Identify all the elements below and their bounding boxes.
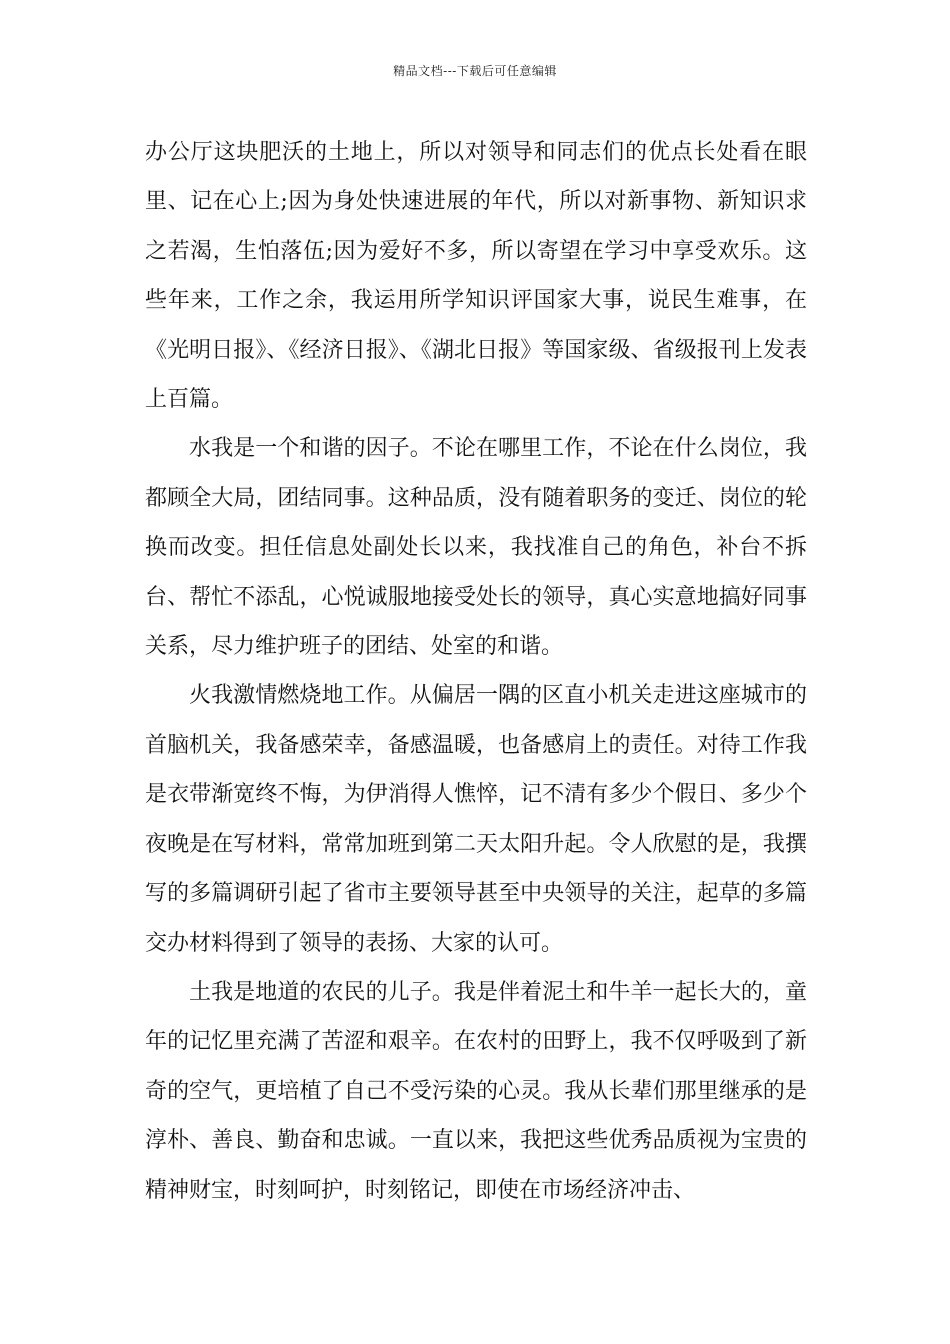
page-header: 精品文档---下载后可任意编辑 bbox=[393, 64, 557, 78]
paragraph-fire: 火我激情燃烧地工作。从偏居一隅的区直小机关走进这座城市的首脑机关，我备感荣幸，备感温暖，也备感肩上的责任。对待工作我是衣带渐宽终不悔，为伊消得人憔悴，记不清有多少个假日、多少个夜晚是在写材料，常常加班到第二天太阳升起。令人欣慰的是，我撰写的多篇调研引起了省市主要领导甚至中央领导的关注，起草的多篇交办材料得到了领导的表扬、大家的认可。 bbox=[145, 683, 807, 956]
paragraph-earth: 土我是地道的农民的儿子。我是伴着泥土和牛羊一起长大的，童年的记忆里充满了苦涩和艰辛。在农村的田野上，我不仅呼吸到了新奇的空气，更培植了自己不受污染的心灵。我从长辈们那里继承的是淳朴、善良、勤奋和忠诚。一直以来，我把这些优秀品质视为宝贵的精神财宝，时刻呵护，时刻铭记，即使在市场经济冲击、 bbox=[145, 979, 807, 1203]
document-body bbox=[145, 128, 807, 1215]
paragraph-water: 水我是一个和谐的因子。不论在哪里工作，不论在什么岗位，我都顾全大局，团结同事。这种品质，没有随着职务的变迁、岗位的轮换而改变。担任信息处副处长以来，我找准自己的角色，补台不拆台、帮忙不添乱，心悦诚服地接受处长的领导，真心实意地搞好同事关系，尽力维护班子的团结、处室的和谐。 bbox=[145, 436, 807, 660]
paragraph-continuation: 办公厅这块肥沃的土地上，所以对领导和同志们的优点长处看在眼里、记在心上;因为身处快速进展的年代，所以对新事物、新知识求之若渴，生怕落伍;因为爱好不多，所以寄望在学习中享受欢乐。这些年来，工作之余，我运用所学知识评国家大事，说民生难事，在《光明日报》、《经济日报》、《湖北日报》等国家级、省级报刊上发表上百篇。 bbox=[145, 140, 807, 413]
